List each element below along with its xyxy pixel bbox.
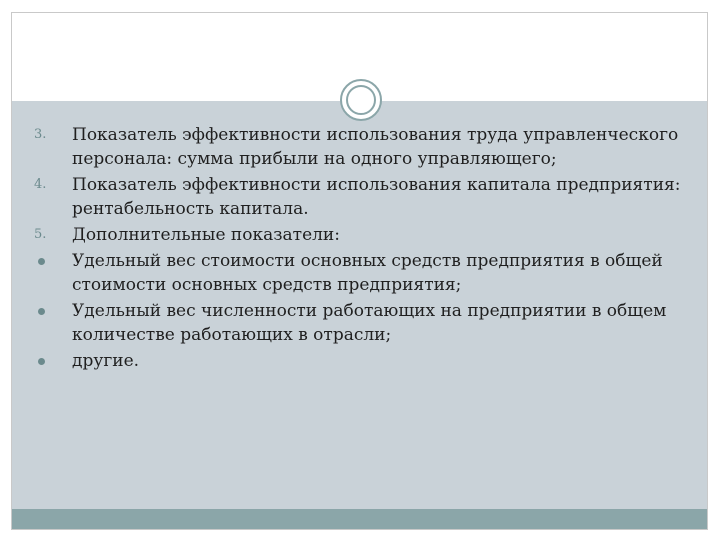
list-item [12,173,707,221]
list-item-text: Удельный вес численности работающих на предприятии в общем количестве работающих в отрасли; [72,301,667,345]
list-item-text: Показатель эффективности использования капитала предприятия: рентабельность капитала. [72,175,681,219]
content-list [12,123,707,375]
list-item-text: Показатель эффективности использования труда управленческого персонала: сумма прибыли на одного управляющего; [72,125,679,169]
list-item-text: Дополнительные показатели: [72,225,340,245]
slide [11,12,708,530]
list-item [12,223,707,247]
bullet-icon [38,258,45,265]
list-item [12,349,707,373]
list-number: 5. [34,227,47,242]
bullet-icon [38,308,45,315]
list-item [12,249,707,297]
footer-bar [12,509,707,529]
circle-ornament-icon [340,79,382,121]
list-number: 3. [34,127,47,142]
list-item [12,299,707,347]
list-item [12,123,707,171]
list-item-text: другие. [72,351,140,371]
list-number: 4. [34,177,47,192]
list-item-text: Удельный вес стоимости основных средств предприятия в общей стоимости основных средств предприятия; [72,251,663,295]
bullet-icon [38,358,45,365]
